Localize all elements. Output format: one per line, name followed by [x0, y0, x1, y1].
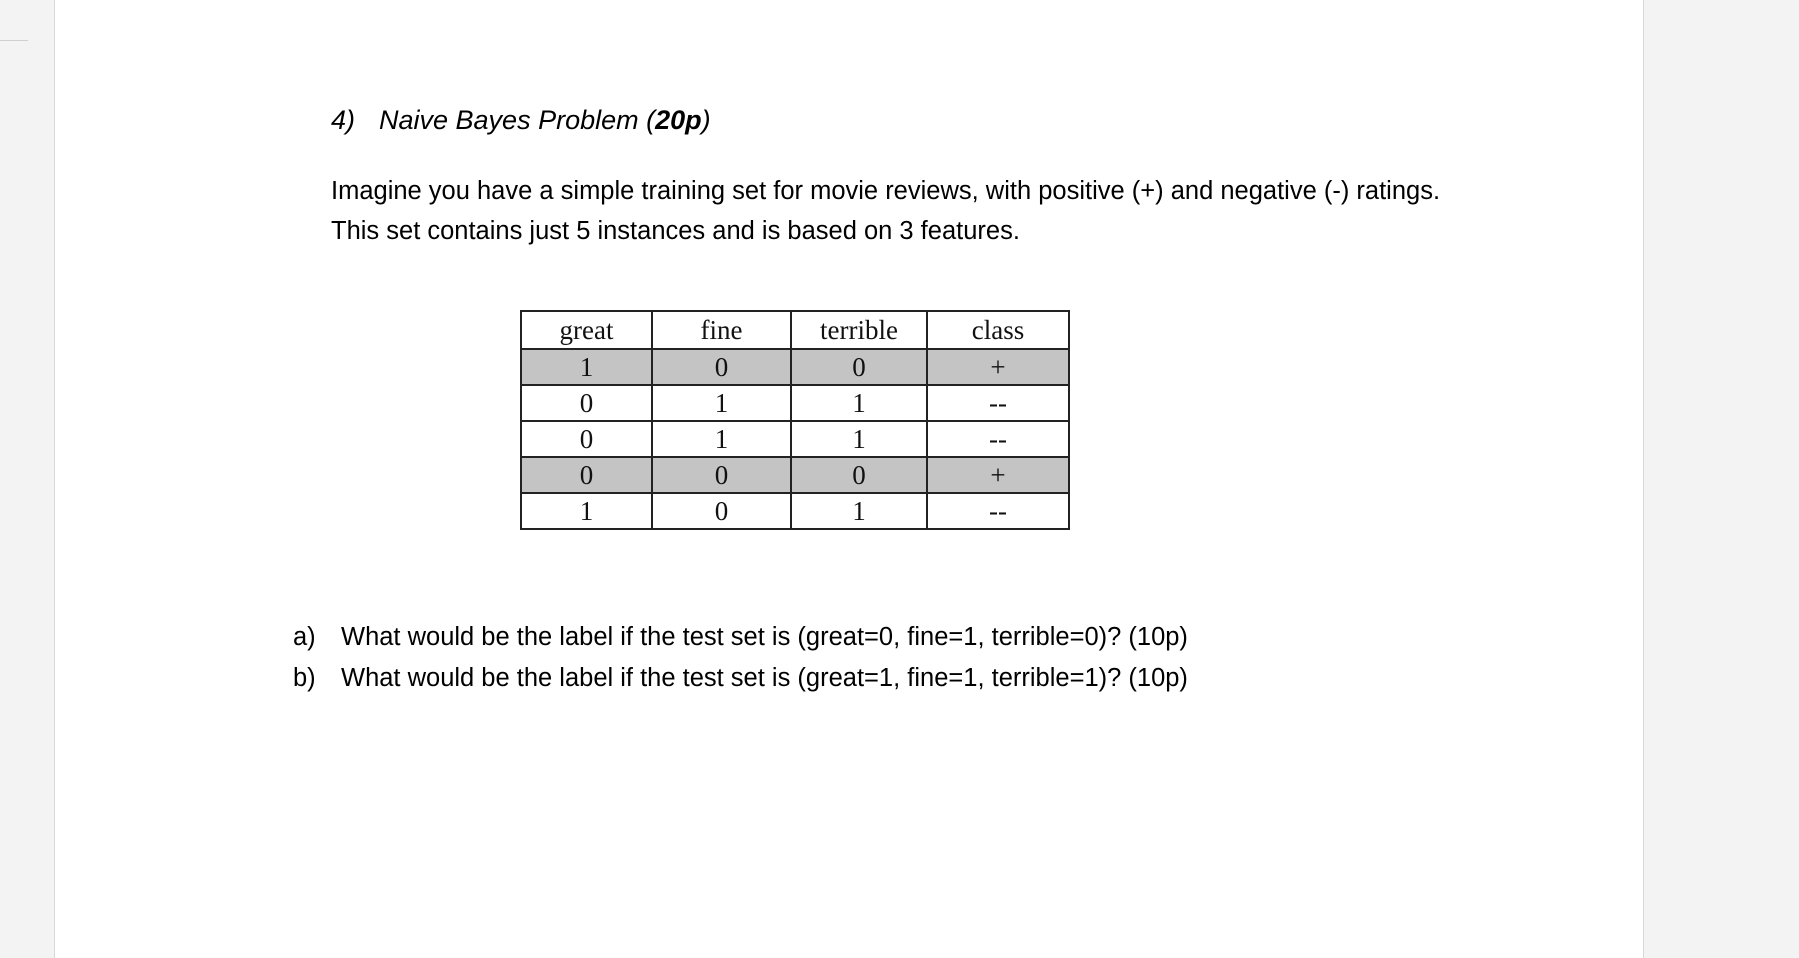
table-row	[521, 457, 1069, 493]
table-cell: 1	[521, 349, 652, 385]
problem-title: Naive Bayes Problem	[379, 105, 647, 135]
question-marker: b)	[293, 664, 316, 692]
table-cell: 1	[791, 385, 927, 421]
question-list	[293, 617, 1188, 699]
table-cell: +	[927, 349, 1069, 385]
problem-points: 20p	[655, 105, 702, 135]
table-cell: 0	[652, 349, 791, 385]
table-row	[521, 493, 1069, 529]
question-text: What would be the label if the test set is (great=1, fine=1, terrible=1)? (10p)	[341, 664, 1188, 692]
training-set-table	[520, 310, 1070, 530]
table-row	[521, 349, 1069, 385]
intro-paragraph: Imagine you have a simple training set for movie reviews, with positive (+) and negative (-) ratings. This set contains just 5 instances and is based on 3 features.	[331, 177, 1441, 245]
table-cell: 0	[521, 421, 652, 457]
problem-number: 4)	[331, 105, 356, 135]
table-cell: 1	[791, 493, 927, 529]
question-b	[293, 658, 1188, 699]
table-cell: 0	[521, 385, 652, 421]
table-cell: 0	[791, 349, 927, 385]
table-cell: 0	[521, 457, 652, 493]
table-cell: 1	[521, 493, 652, 529]
ruler-mark	[0, 40, 28, 41]
question-a	[293, 617, 1188, 658]
table-cell: 0	[652, 493, 791, 529]
question-text: What would be the label if the test set is (great=0, fine=1, terrible=0)? (10p)	[341, 623, 1188, 651]
table-header-row	[521, 311, 1069, 349]
question-marker: a)	[293, 623, 316, 651]
table-cell: +	[927, 457, 1069, 493]
table-cell: 1	[791, 421, 927, 457]
table-cell: 0	[791, 457, 927, 493]
points-open-paren: (	[646, 105, 656, 135]
header-fine: fine	[652, 311, 791, 349]
problem-heading	[331, 104, 711, 136]
table-cell: --	[927, 493, 1069, 529]
table-cell: 0	[652, 457, 791, 493]
header-great: great	[521, 311, 652, 349]
header-class: class	[927, 311, 1069, 349]
document-page	[54, 0, 1644, 958]
table-cell: --	[927, 421, 1069, 457]
header-terrible: terrible	[791, 311, 927, 349]
points-close-paren: )	[701, 105, 711, 135]
table-cell: 1	[652, 385, 791, 421]
table-row	[521, 421, 1069, 457]
table-cell: --	[927, 385, 1069, 421]
table-cell: 1	[652, 421, 791, 457]
table-row	[521, 385, 1069, 421]
